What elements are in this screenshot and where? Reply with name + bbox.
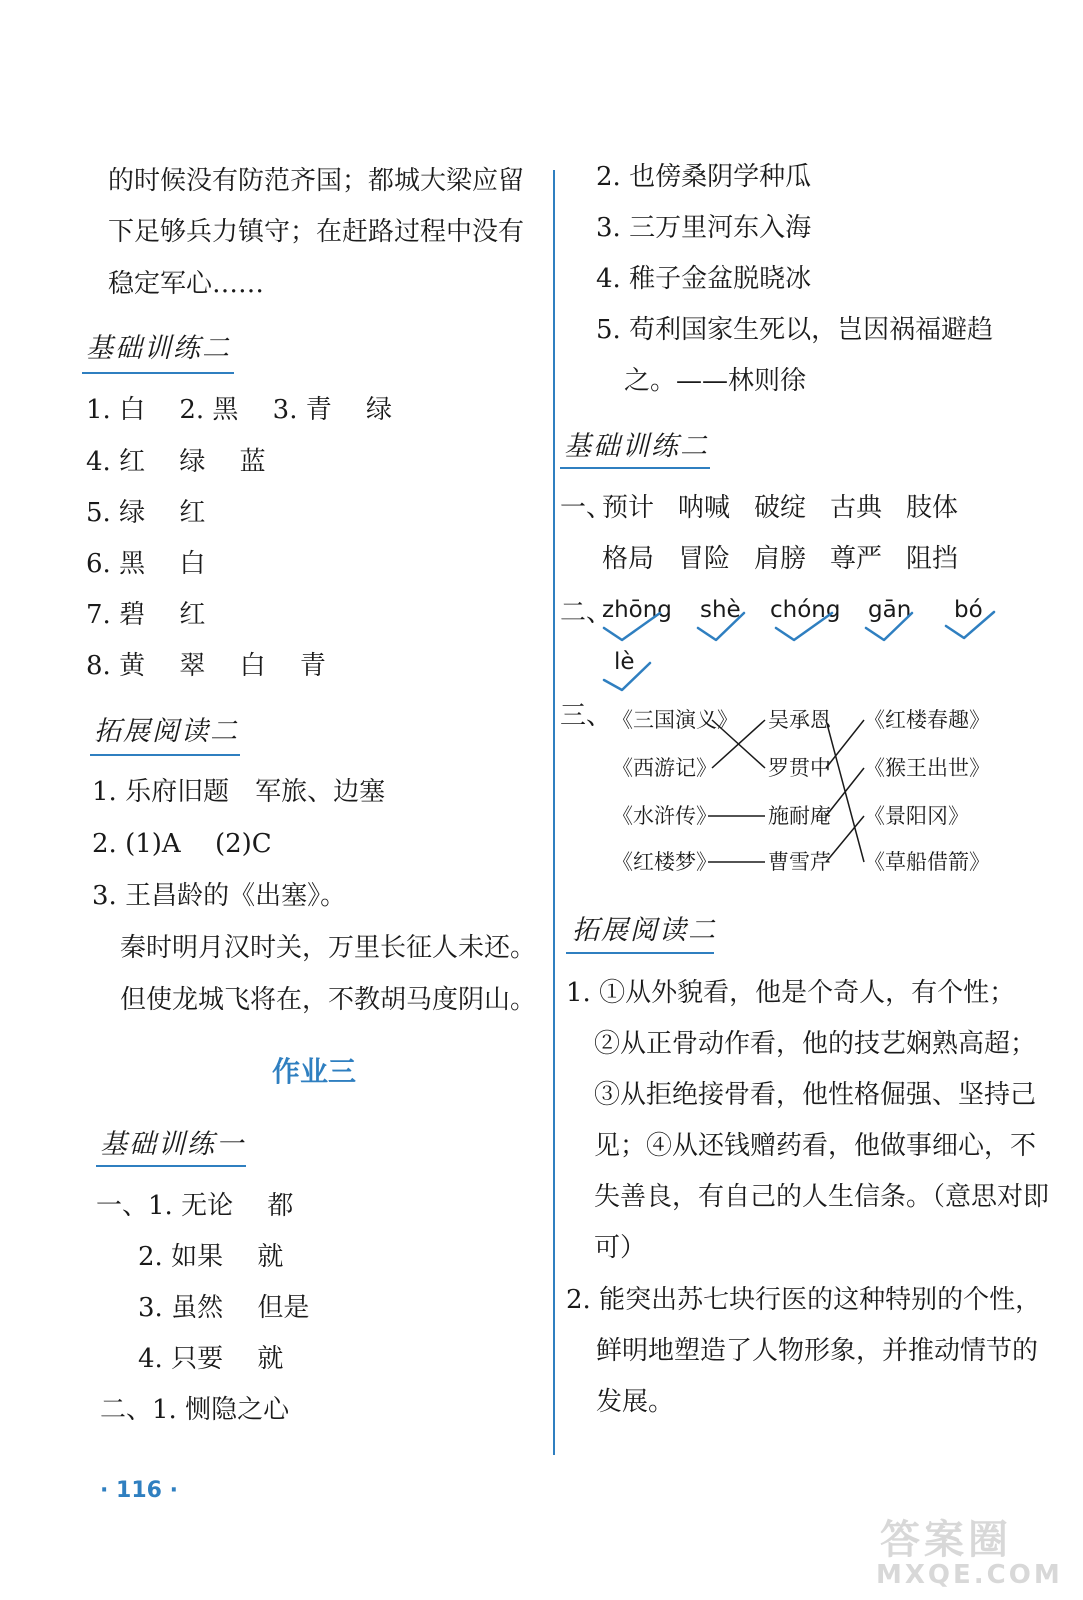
q1-word: 阻挡	[906, 544, 959, 574]
q1-word: 呐喊	[678, 493, 731, 523]
story-title: 《草船借箭》	[864, 850, 990, 874]
q1-word: 预计	[602, 493, 655, 523]
right-s2-line-2: ②从正骨动作看，他的技艺娴熟高超；	[594, 1029, 1037, 1059]
heading-underline	[96, 1165, 246, 1167]
q1-word: 格局	[602, 544, 655, 574]
left-cont-line-3: 稳定军心……	[108, 269, 265, 299]
heading-underline	[566, 952, 714, 954]
match-line	[826, 720, 864, 862]
left-s1-line-4: 6. 黑 白	[86, 549, 206, 579]
q2-label: 二、	[560, 598, 613, 628]
right-s2-line-8: 鲜明地塑造了人物形象，并推动情节的	[596, 1336, 1039, 1366]
page-number: · 116 ·	[100, 1478, 178, 1503]
right-s2-line-5: 失善良，有自己的人生信条。（意思对即	[594, 1182, 1050, 1212]
section-heading-extended-reading-2: 拓展阅读二	[572, 915, 717, 946]
right-top-line-2: 3. 三万里河东入海	[596, 213, 812, 243]
left-s1-line-2: 4. 红 绿 蓝	[86, 447, 266, 477]
left-s3-line-4: 4. 只要 就	[138, 1344, 284, 1374]
left-s2-line-5: 但使龙城飞将在，不教胡马度阴山。	[120, 985, 537, 1015]
left-s1-line-5: 7. 碧 红	[86, 600, 206, 630]
right-s2-line-4: 见；④从还钱赠药看，他做事细心，不	[594, 1131, 1037, 1161]
section-heading-basic-training-1: 基础训练一	[100, 1129, 245, 1160]
section-heading-extended-reading-2: 拓展阅读二	[94, 716, 239, 747]
pinyin-answer: chóng	[770, 597, 841, 623]
right-top-line-1: 2. 也傍桑阴学种瓜	[596, 162, 812, 192]
book-title: 《西游记》	[612, 756, 717, 780]
right-top-line-5: 之。——林则徐	[624, 366, 807, 396]
section-heading-basic-training-2: 基础训练二	[564, 431, 709, 462]
q1-word: 破绽	[754, 493, 807, 523]
pinyin-answer: shè	[700, 597, 741, 623]
left-cont-line-1: 的时候没有防范齐国；都城大梁应留	[108, 166, 525, 196]
story-title: 《红楼春趣》	[864, 708, 990, 732]
watermark-url: MXQE.COM	[876, 1560, 1063, 1590]
story-title: 《景阳冈》	[864, 804, 969, 828]
left-s3-line-2: 2. 如果 就	[138, 1242, 284, 1272]
q1-word: 尊严	[830, 544, 883, 574]
book-title: 《三国演义》	[612, 708, 738, 732]
right-s2-line-3: ③从拒绝接骨看，他性格倔强、坚持己	[594, 1080, 1037, 1110]
left-s2-line-3: 3. 王昌龄的《出塞》。	[92, 881, 347, 911]
right-s2-line-1: 1. ①从外貌看，他是个奇人，有个性；	[566, 978, 1016, 1008]
right-s2-line-7: 2. 能突出苏七块行医的这种特别的个性，	[566, 1285, 1042, 1315]
q3-label: 三、	[560, 701, 613, 731]
left-s1-line-6: 8. 黄 翠 白 青	[86, 651, 326, 681]
author-name: 吴承恩	[768, 708, 831, 732]
story-title: 《猴王出世》	[864, 756, 990, 780]
left-s3-line-5: 二、1. 恻隐之心	[100, 1395, 290, 1425]
right-top-line-3: 4. 稚子金盆脱晓冰	[596, 264, 812, 294]
q1-word: 古典	[830, 493, 883, 523]
author-name: 罗贯中	[768, 756, 831, 780]
left-cont-line-2: 下足够兵力镇守；在赶路过程中没有	[108, 217, 525, 247]
pinyin-answer: zhōng	[602, 597, 672, 623]
right-s2-line-6: 可）	[594, 1233, 647, 1263]
book-title: 《红楼梦》	[612, 850, 717, 874]
left-s2-line-4: 秦时明月汉时关，万里长征人未还。	[120, 933, 537, 963]
left-s3-line-1: 一、1. 无论 都	[96, 1191, 294, 1221]
left-s3-line-3: 3. 虽然 但是	[138, 1293, 310, 1323]
pinyin-answer: gān	[868, 597, 912, 623]
q1-word: 肩膀	[754, 544, 807, 574]
book-title: 《水浒传》	[612, 804, 717, 828]
right-top-line-4: 5. 苟利国家生死以，岂因祸福避趋	[596, 315, 994, 345]
q1-label: 一、	[560, 493, 613, 523]
left-s1-line-1: 1. 白 2. 黑 3. 青 绿	[86, 395, 393, 425]
pinyin-answer: bó	[954, 597, 983, 623]
left-s2-line-1: 1. 乐府旧题 军旅、边塞	[92, 777, 386, 807]
author-name: 曹雪芹	[768, 850, 831, 874]
pinyin-answer: lè	[614, 649, 635, 675]
left-s1-line-3: 5. 绿 红	[86, 498, 206, 528]
watermark-logo: 答案圈	[880, 1517, 1012, 1563]
section-heading-basic-training-2: 基础训练二	[86, 333, 231, 364]
q1-word: 冒险	[678, 544, 731, 574]
right-s2-line-9: 发展。	[596, 1387, 675, 1417]
q1-word: 肢体	[906, 493, 959, 523]
author-name: 施耐庵	[768, 804, 831, 828]
homework-3-title: 作业三	[272, 1055, 357, 1088]
left-s2-line-2: 2. (1)A (2)C	[92, 829, 272, 859]
